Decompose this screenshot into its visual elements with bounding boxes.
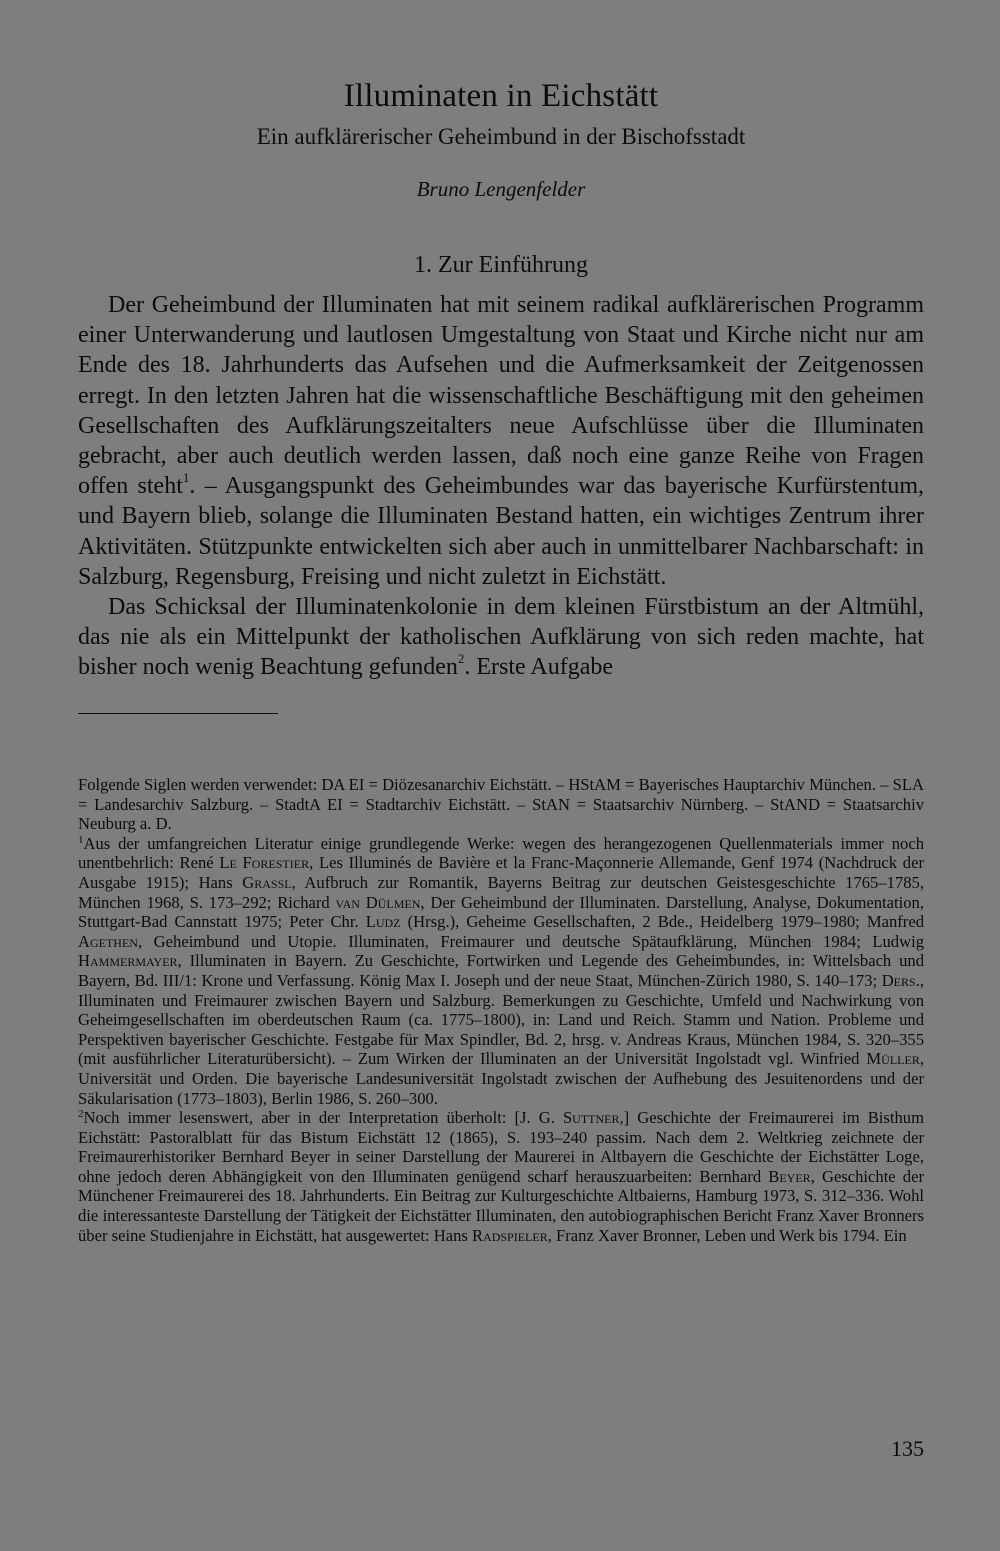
article-subtitle: Ein aufklärerischer Geheimbund in der Bischofsstadt — [256, 124, 746, 149]
author-name: Agethen — [78, 931, 138, 951]
footnote-text: , Illuminaten in Bayern. Zu Geschichte, Fortwirken und Legende des Geheimbundes, in: Wittelsbach und Bayern, Bd. III/1: Krone und Verfassung. König Max I. Joseph und der neue Staat, München-Zürich 1980, S. 140–173; — [78, 951, 924, 990]
footnote-text: , Geheimbund und Utopie. Illuminaten, Freimaurer und deutsche Spätaufklärung, München 1984; Ludwig — [137, 931, 924, 951]
author-name: Le Forestier — [219, 853, 310, 873]
footnote-sigla: Folgende Siglen werden verwendet: DA EI = Diözesanarchiv Eichstätt. – HStAM = Bayerisches Hauptarchiv München. – SLA = Landesarchiv Salzburg. – StadtA EI = Stadtarchiv Eichstätt. – StAN = Staatsarchiv Nürnberg. – StAND = Staatsarchiv Neuburg a. D. — [78, 775, 924, 834]
footnote-text: ,] Geschichte der Freimaurerei im Bisthum Eichstätt: Pastoralblatt für das Bistum Eichstätt 12 (1865), S. 193–240 passim. Nach dem 2. Weltkrieg zeichnete der Freimaurerhistoriker Bernhard Beyer in seiner Darstellung der Maurerei in Altbayern die Geschichte der Eichstätter Loge, ohne jedoch deren Abhängigkeit von den Illuminaten genügend scharf herauszuarbeiten: Bernhard — [78, 1108, 924, 1186]
footnote-text: , Universität und Orden. Die bayerische Landesuniversität Ingolstadt zwischen der Aufhebung des Jesuitenordens und der Säkularisation (1773–1803), Berlin 1986, S. 260–300. — [78, 1049, 924, 1108]
paragraph-text: . – Ausgangspunkt des Geheimbundes war das bayerische Kurfürstentum, und Bayern blieb, solange die Illuminaten Bestand hatten, ein wichtiges Zentrum ihrer Aktivitäten. Stützpunkte entwickelten sich aber auch in unmittelbarer Nachbarschaft: in Salzburg, Regensburg, Freising und nicht zuletzt in Eichstätt. — [78, 473, 925, 590]
footnote-reference[interactable]: 1 — [182, 470, 190, 486]
footnote-text: , Les Illuminés de Bavière et la Franc-Maçonnerie Allemande, Genf 1974 (Nachdruck der Ausgabe 1915); Hans — [78, 853, 924, 892]
author-name: Beyer — [768, 1166, 811, 1186]
footnote-text: Noch immer lesenswert, aber in der Interpretation überholt: [J. G. — [83, 1108, 563, 1128]
author-name: Ludz — [365, 912, 401, 932]
footnote-reference[interactable]: 2 — [457, 651, 465, 667]
paragraph-text: Der Geheimbund der Illuminaten hat mit seinem radikal aufklärerischen Programm einer Unterwanderung und lautlosen Umgestaltung von Staat und Kirche nicht nur am Ende des 18. Jahrhunderts das Aufsehen und die Aufmerksamkeit der Zeitgenossen erregt. In den letzten Jahren hat die wissenschaftliche Beschäftigung mit den geheimen Gesellschaften des Aufklärungszeitalters neue Aufschlüsse über die Illuminaten gebracht, aber auch deutlich werden lassen, daß noch eine ganze Reihe von Fragen offen steht — [78, 292, 924, 500]
footnote-text: , Aufbruch zur Romantik, Bayerns Beitrag zur deutschen Geistesgeschichte 1765–1785, München 1968, S. 173–292; Richard — [78, 872, 924, 912]
footnote-number: 2 — [78, 1108, 84, 1121]
paragraph-text: Das Schicksal der Illuminatenkolonie in dem kleinen Fürstbistum an der Altmühl, das nie als ein Mittelpunkt der katholischen Aufklärung von sich reden machte, hat bisher noch wenig Beachtung gefunden — [78, 594, 924, 681]
body-paragraph — [78, 290, 924, 592]
author-name: Hammermayer — [78, 951, 178, 971]
author-name: Grassl — [242, 872, 292, 892]
body-paragraph — [78, 592, 924, 683]
footnote-text: Aus der umfangreichen Literatur einige grundlegende Werke: wegen des herangezogenen Quellenmaterials immer noch unentbehrlich: René — [78, 833, 924, 873]
footnote-text: (Hrsg.), Geheime Gesellschaften, 2 Bde., Heidelberg 1979–1980; Manfred — [400, 912, 924, 932]
author-name: Suttner — [562, 1108, 620, 1128]
body-text — [78, 290, 924, 683]
footnote-text: , Franz Xaver Bronner, Leben und Werk bis 1794. Ein — [547, 1225, 907, 1245]
author-name: Ders. — [881, 970, 920, 990]
author-name: Radspieler — [471, 1225, 548, 1245]
section-heading: 1. Zur Einführung — [414, 252, 588, 278]
author-name: van Dülmen — [335, 892, 421, 912]
article-author: Bruno Lengenfelder — [416, 177, 586, 201]
footnote-text: , Der Geheimbund der Illuminaten. Darstellung, Analyse, Dokumentation, Stuttgart-Bad Cannstatt 1975; Peter Chr. — [78, 892, 924, 932]
document-page — [78, 0, 924, 1551]
article-title: Illuminaten in Eichstätt — [343, 78, 659, 114]
footnote-text: , Geschichte der Münchener Freimaurerei des 18. Jahrhunderts. Ein Beitrag zur Kulturgeschichte Altbaierns, Hamburg 1973, S. 312–336. Wohl die interessanteste Darstellung der Tätigkeit der Eichstätter Illuminaten, den autobiographischen Bericht Franz Xaver Bronners über seine Studienjahre in Eichstätt, hat ausgewertet: Hans — [78, 1166, 924, 1245]
footnote-2 — [78, 1108, 924, 1245]
footnote-divider — [78, 713, 278, 714]
footnote-1 — [78, 834, 924, 1108]
author-name: Müller — [866, 1049, 920, 1069]
page-number: 135 — [891, 1436, 924, 1461]
footnote-number: 1 — [78, 833, 84, 846]
paragraph-text: . Erste Aufgabe — [464, 654, 614, 681]
footnotes — [78, 775, 924, 1245]
footnote-text: , Illuminaten und Freimaurer zwischen Bayern und Salzburg. Bemerkungen zu Geschichte, Umfeld und Nachwirkung von Geheimgesellschaften im oberdeutschen Raum (ca. 1775–1800), in: Land und Reich. Stamm und Nation. Probleme und Perspektiven bayerischer Geschichte. Festgabe für Max Spindler, Bd. 2, hrsg. v. Andreas Kraus, München 1984, S. 320–355 (mit ausführlicher Literaturübersicht). – Zum Wirken der Illuminaten an der Universität Ingolstadt vgl. Winfried — [78, 970, 924, 1069]
